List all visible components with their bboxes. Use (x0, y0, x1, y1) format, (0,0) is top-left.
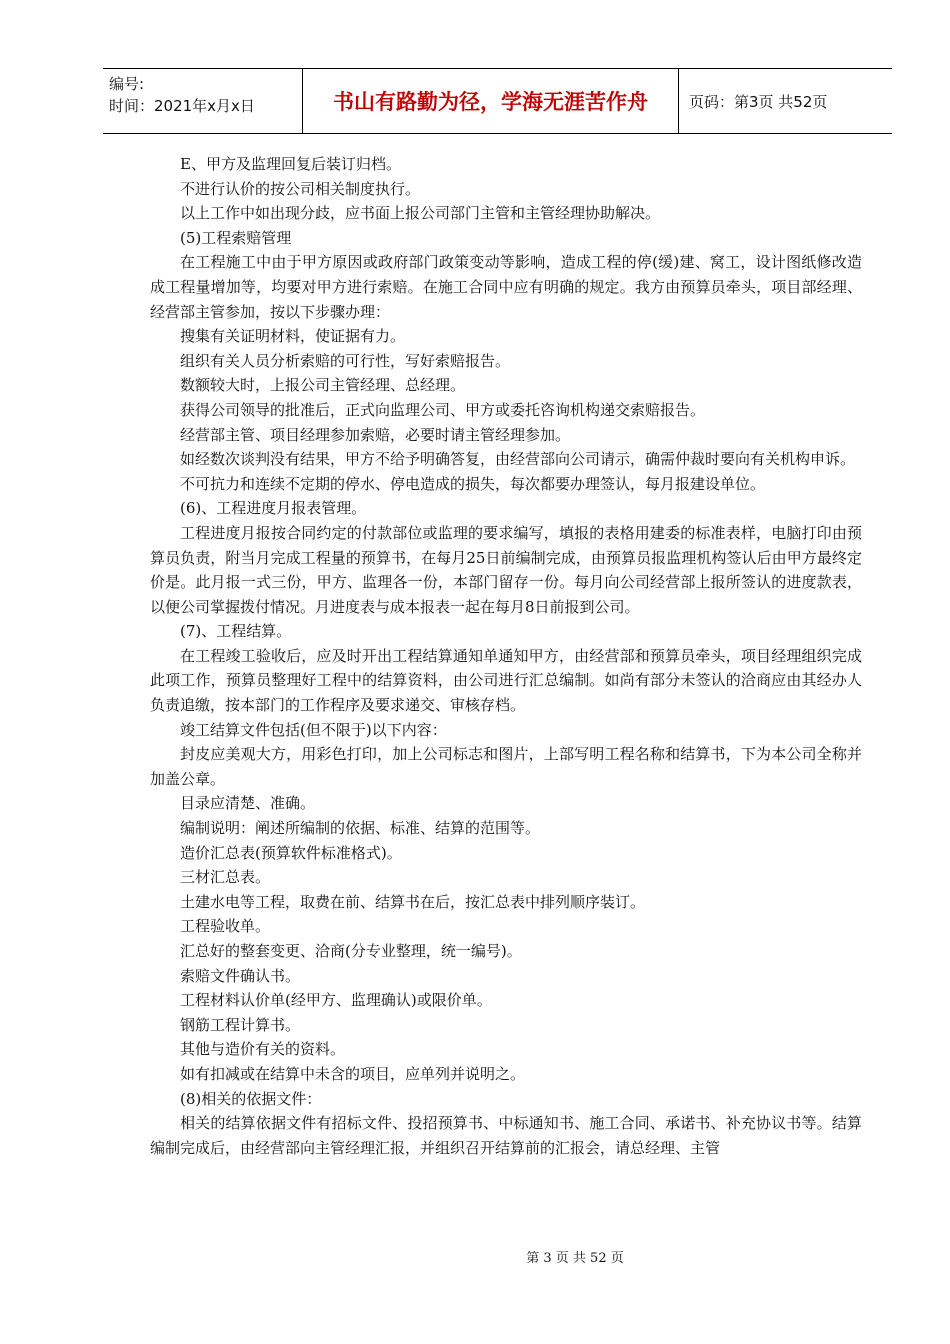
paragraph: 汇总好的整套变更、洽商(分专业整理，统一编号)。 (180, 942, 522, 960)
document-date: 时间：2021年x月x日 (109, 97, 255, 115)
paragraph: 造价汇总表(预算软件标准格式)。 (180, 843, 402, 862)
paragraph: 搜集有关证明材料，使证据有力。 (180, 327, 406, 346)
paragraph: (6)、工程进度月报表管理。 (180, 499, 367, 518)
paragraph: E、甲方及监理回复后装订归档。 (180, 155, 401, 173)
paragraph: (7)、工程结算。 (180, 622, 292, 641)
paragraph: 在工程施工中由于甲方原因或政府部门政策变动等影响，造成工程的停(缓)建、窝工，设计图纸修改造成工程量增加等，均要对甲方进行索赔。在施工合同中应有明确的规定。我方由预算员牵头，项目部经理、经营部主管参加，按以下步骤办理： (150, 253, 862, 321)
page-header (103, 68, 892, 134)
page-footer: 第 3 页 共 52 页 (526, 1251, 624, 1266)
paragraph: 竣工结算文件包括(但不限于)以下内容： (180, 720, 447, 739)
paragraph: 组织有关人员分析索赔的可行性，写好索赔报告。 (180, 351, 511, 370)
paragraph: 编制说明：阐述所编制的依据、标准、结算的范围等。 (180, 819, 541, 838)
paragraph: 其他与造价有关的资料。 (180, 1040, 346, 1059)
paragraph: 工程进度月报按合同约定的付款部位或监理的要求编写，填报的表格用建委的标准表样，电脑打印由预算员负责，附当月完成工程量的预算书，在每月25日前编制完成，由预算员报监理机构签认后由甲方最终定价是。此月报一式三份，甲方、监理各一份，本部门留存一份。每月向公司经营部上报所签认的进度款表，以便公司掌握拨付情况。月进度表与成本报表一起在每月8日前报到公司。 (150, 523, 862, 616)
paragraph: 获得公司领导的批准后，正式向监理公司、甲方或委托咨询机构递交索赔报告。 (180, 400, 706, 419)
paragraph: 土建水电等工程，取费在前、结算书在后，按汇总表中排列顺序装订。 (180, 892, 646, 911)
paragraph: 如有扣减或在结算中未含的项目，应单列并说明之。 (180, 1064, 526, 1083)
paragraph: 三材汇总表。 (180, 868, 271, 887)
paragraph: 经营部主管、项目经理参加索赔，必要时请主管经理参加。 (180, 425, 571, 444)
paragraph: 如经数次谈判没有结果，甲方不给予明确答复，由经营部向公司请示，确需仲裁时要向有关机构申诉。 (180, 450, 856, 469)
paragraph: 钢筋工程计算书。 (180, 1015, 301, 1034)
header-page-number: 页码：第3页 共52页 (689, 92, 828, 111)
paragraph: 工程材料认价单(经甲方、监理确认)或限价单。 (180, 991, 492, 1010)
paragraph: 不可抗力和连续不定期的停水、停电造成的损失，每次都要办理签认，每月报建设单位。 (180, 474, 766, 493)
header-meta (103, 69, 303, 133)
paragraph: (5)工程索赔管理 (180, 228, 292, 247)
header-motto: 书山有路勤为径，学海无涯苦作舟 (303, 69, 679, 133)
document-body (150, 152, 862, 1160)
paragraph: 目录应清楚、准确。 (180, 794, 316, 813)
paragraph: 数额较大时，上报公司主管经理、总经理。 (180, 376, 466, 395)
paragraph: 索赔文件确认书。 (180, 966, 301, 985)
paragraph: 工程验收单。 (180, 917, 271, 936)
document-number-label: 编号: (109, 75, 145, 93)
paragraph: 不进行认价的按公司相关制度执行。 (180, 179, 421, 198)
paragraph: (8)相关的依据文件： (180, 1089, 322, 1108)
paragraph: 以上工作中如出现分歧，应书面上报公司部门主管和主管经理协助解决。 (180, 204, 661, 223)
paragraph: 封皮应美观大方，用彩色打印，加上公司标志和图片，上部写明工程名称和结算书，下为本公司全称并加盖公章。 (150, 745, 862, 788)
paragraph: 相关的结算依据文件有招标文件、投招预算书、中标通知书、施工合同、承诺书、补充协议书等。结算编制完成后，由经营部向主管经理汇报，并组织召开结算前的汇报会，请总经理、主管 (150, 1114, 862, 1157)
paragraph: 在工程竣工验收后，应及时开出工程结算通知单通知甲方，由经营部和预算员牵头，项目经理组织完成此项工作，预算员整理好工程中的结算资料，由公司进行汇总编制。如尚有部分未签认的洽商应由其经办人负责追缴，按本部门的工作程序及要求递交、审核存档。 (150, 646, 862, 715)
